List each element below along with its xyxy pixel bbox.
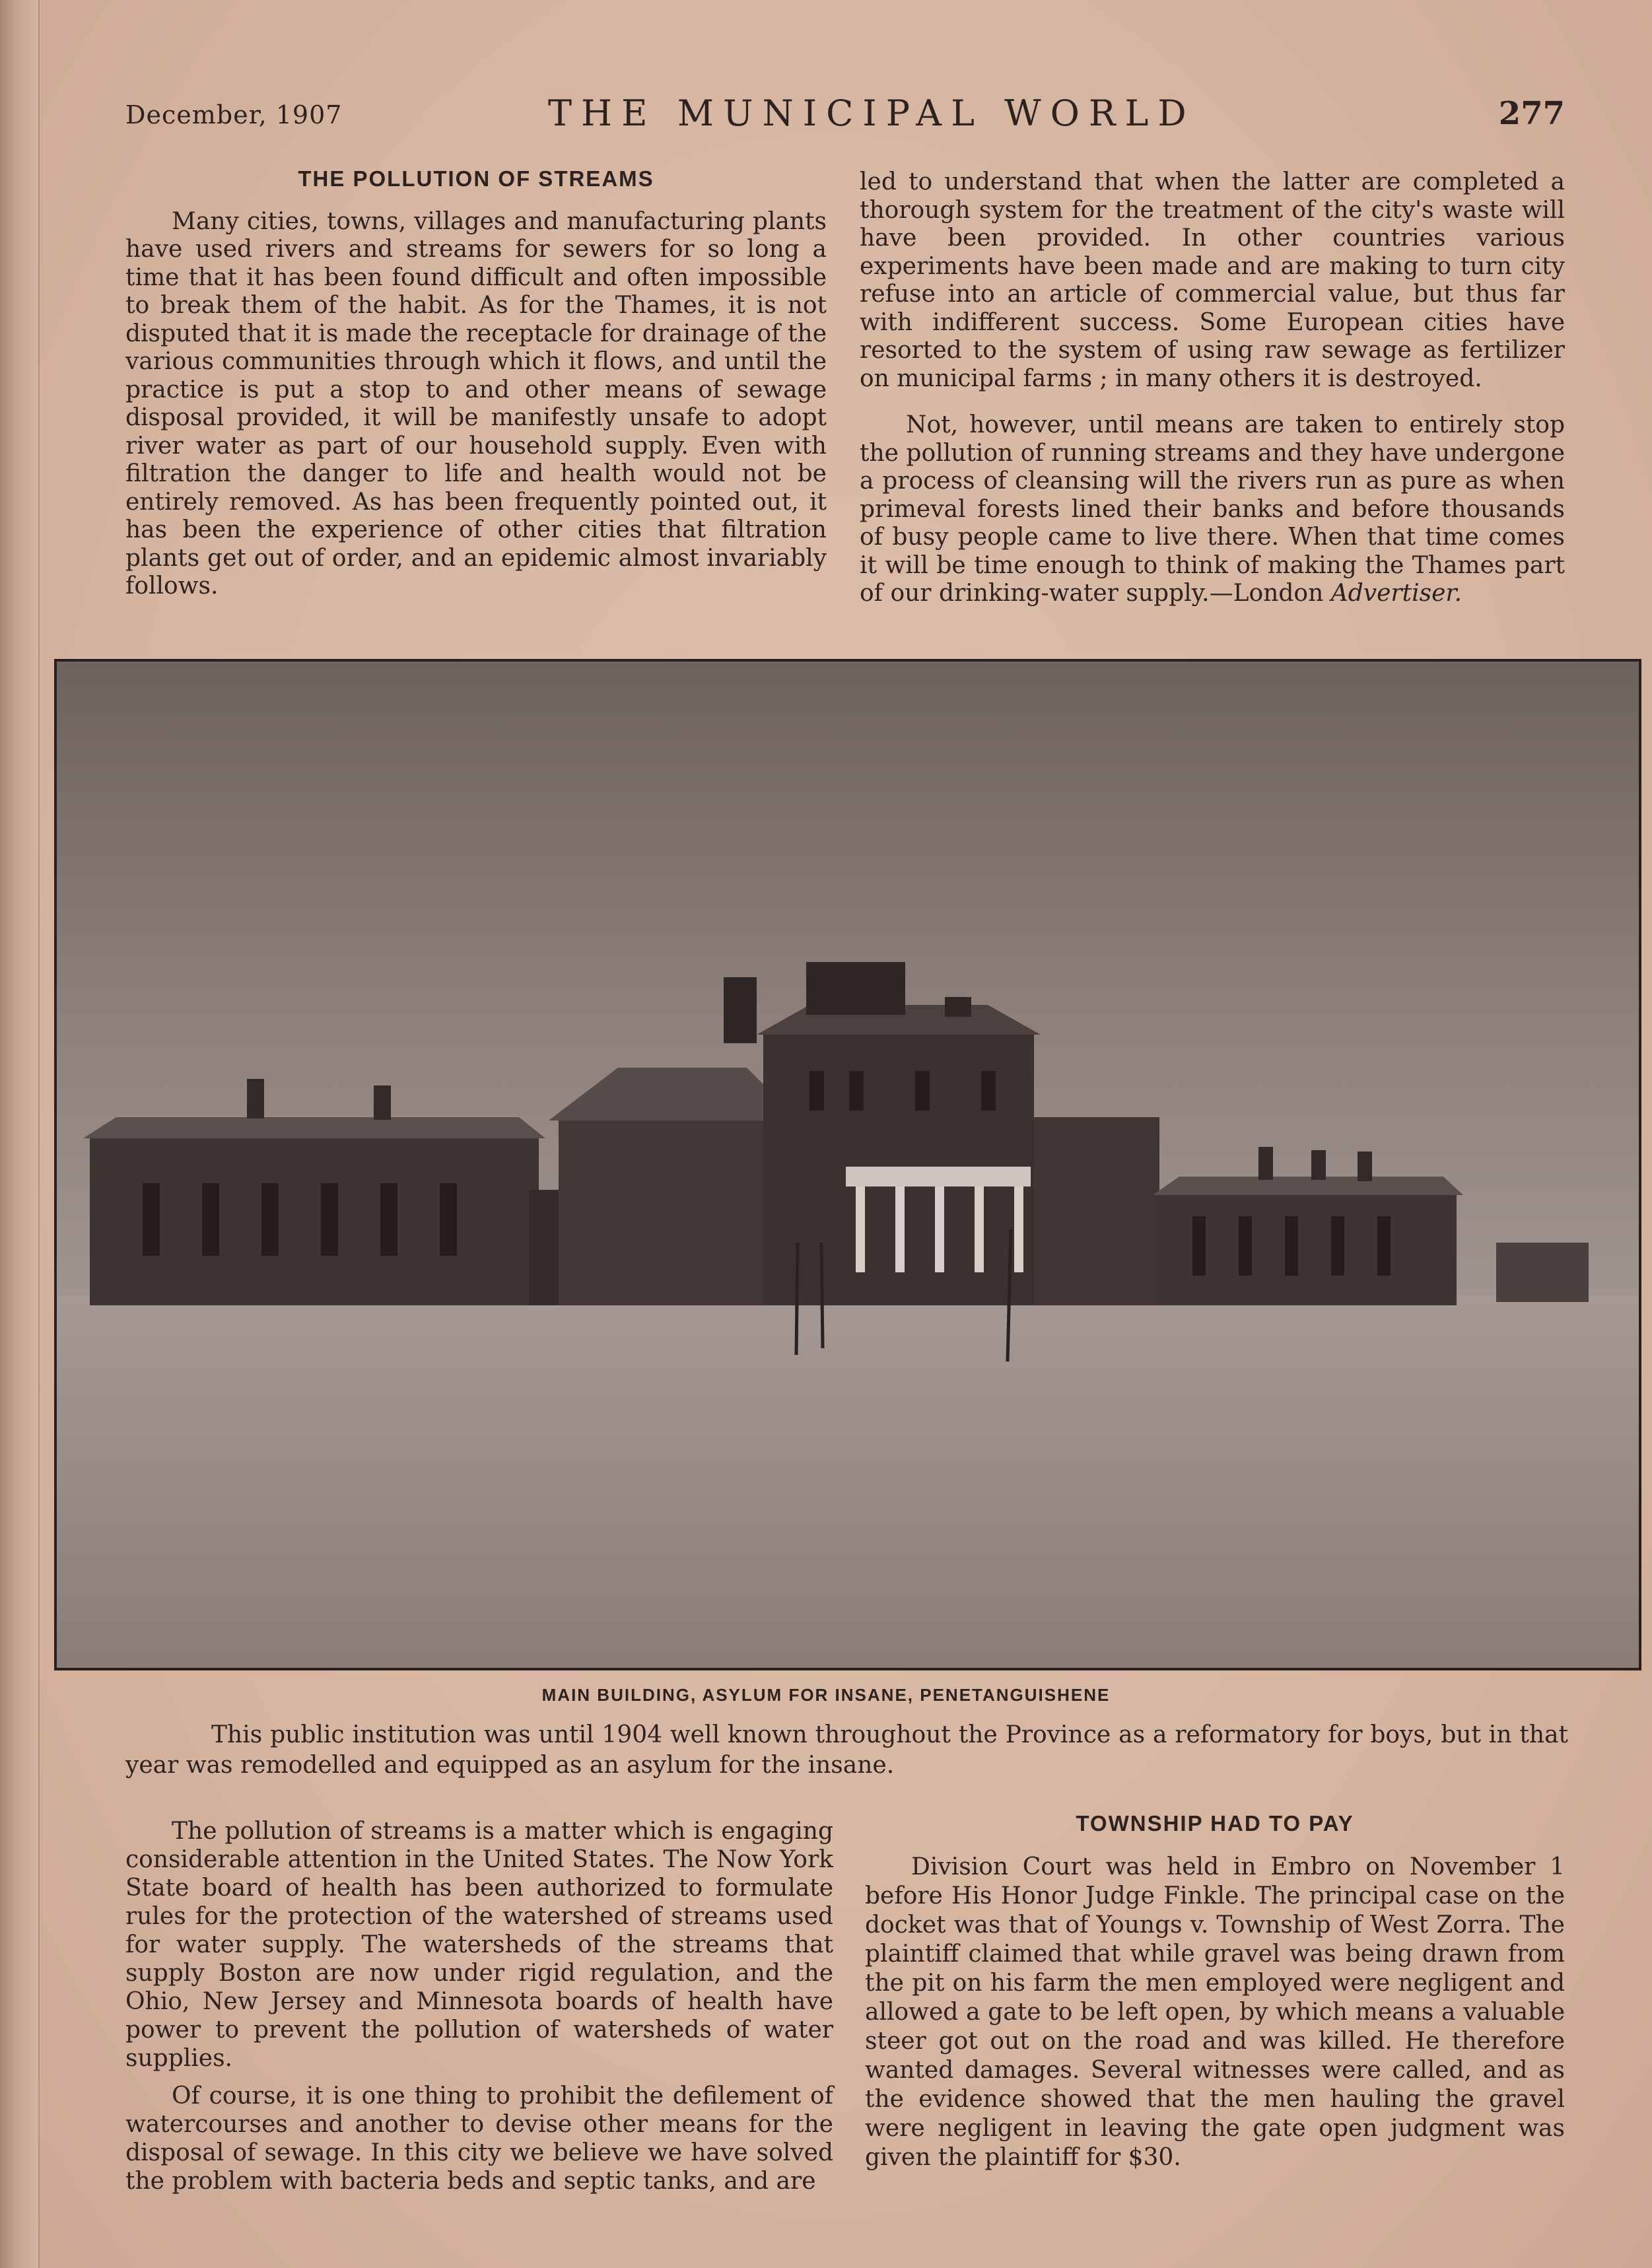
running-header [125,92,1565,145]
header-page-number: 277 [1498,95,1565,132]
photo-description: This public institution was until 1904 well known throughout the Province as a reformatory for boys, but in that year was remodelled and equipped as an asylum for the insane. [125,1721,1568,1779]
article-pollution-column-1 [125,165,827,601]
article-paragraph: led to understand that when the latter are completed a thorough system for the treatment of the city's waste will have been provided. In other countries various experiments have been made and are making to turn city refuse into an article of commercial value, but thus far with indifferent success. Some European cities have resorted to the system of using raw sewage as fertilizer on municipal farms ; in many others it is destroyed. [860,168,1565,392]
article-paragraph [860,411,1565,608]
article-source: Advertiser. [1330,580,1463,607]
asylum-building-illustration [57,662,1639,1668]
header-title: THE MUNICIPAL WORLD [548,92,1196,134]
article-pollution-column-2 [860,168,1565,608]
article-united-states-column [125,1817,833,2195]
asylum-photograph [54,659,1641,1670]
article-township-column [865,1809,1565,2172]
article-paragraph: Of course, it is one thing to prohibit the defilement of watercourses and another to devise other means for the disposal of sewage. In this city we believe we have solved the problem with bacteria beds and septic tanks, and are [125,2082,833,2195]
article-paragraph-text: Not, however, until means are taken to entirely stop the pollution of running streams and they have undergone a process of cleansing will the rivers run as pure as when primeval forests lined their banks and before thousands of busy people came to live there. When that time comes it will be time enough to think of making the Thames part of our drinking-water supply.—London [860,411,1565,607]
article-paragraph: The pollution of streams is a matter which is engaging considerable attention in the United States. The Now York State board of health has been authorized to formulate rules for the protection of the watershed of streams used for water supply. The watersheds of the streams that supply Boston are now under rigid regulation, and the Ohio, New Jersey and Minnesota boards of health have power to prevent the pollution of watersheds of water supplies. [125,1818,833,2072]
article-heading: TOWNSHIP HAD TO PAY [1076,1811,1354,1836]
header-date: December, 1907 [125,100,343,129]
article-paragraph: Division Court was held in Embro on November 1 before His Honor Judge Finkle. The principal case on the docket was that of Youngs v. Township of West Zorra. The plaintiff claimed that while gravel was being drawn from the pit on his farm the men employed were negligent and allowed a gate to be left open, by which means a valuable steer got out on the road and was killed. He therefore wanted damages. Several witnesses were called, and as the evidence showed that the men hauling the gravel were negligent in leaving the gate open judgment was given the plaintiff for $30. [865,1853,1565,2171]
article-paragraph: Many cities, towns, villages and manufacturing plants have used rivers and streams for sewers for so long a time that it has been found difficult and often impossible to break them of the habit. As for the Thames, it is not disputed that it is made the receptacle for drainage of the various communities through which it flows, and until the practice is put a stop to and other means of sewage disposal provided, it will be manifestly unsafe to adopt river water as part of our household supply. Even with filtration the danger to life and health would not be entirely removed. As has been frequently pointed out, it has been the experience of other cities that filtration plants get out of order, and an epidemic almost invariably follows. [125,207,827,600]
article-heading: THE POLLUTION OF STREAMS [298,166,654,191]
photo-caption: MAIN BUILDING, ASYLUM FOR INSANE, PENETANGUISHENE [541,1685,1111,1705]
page-spine-edge [0,0,40,2268]
